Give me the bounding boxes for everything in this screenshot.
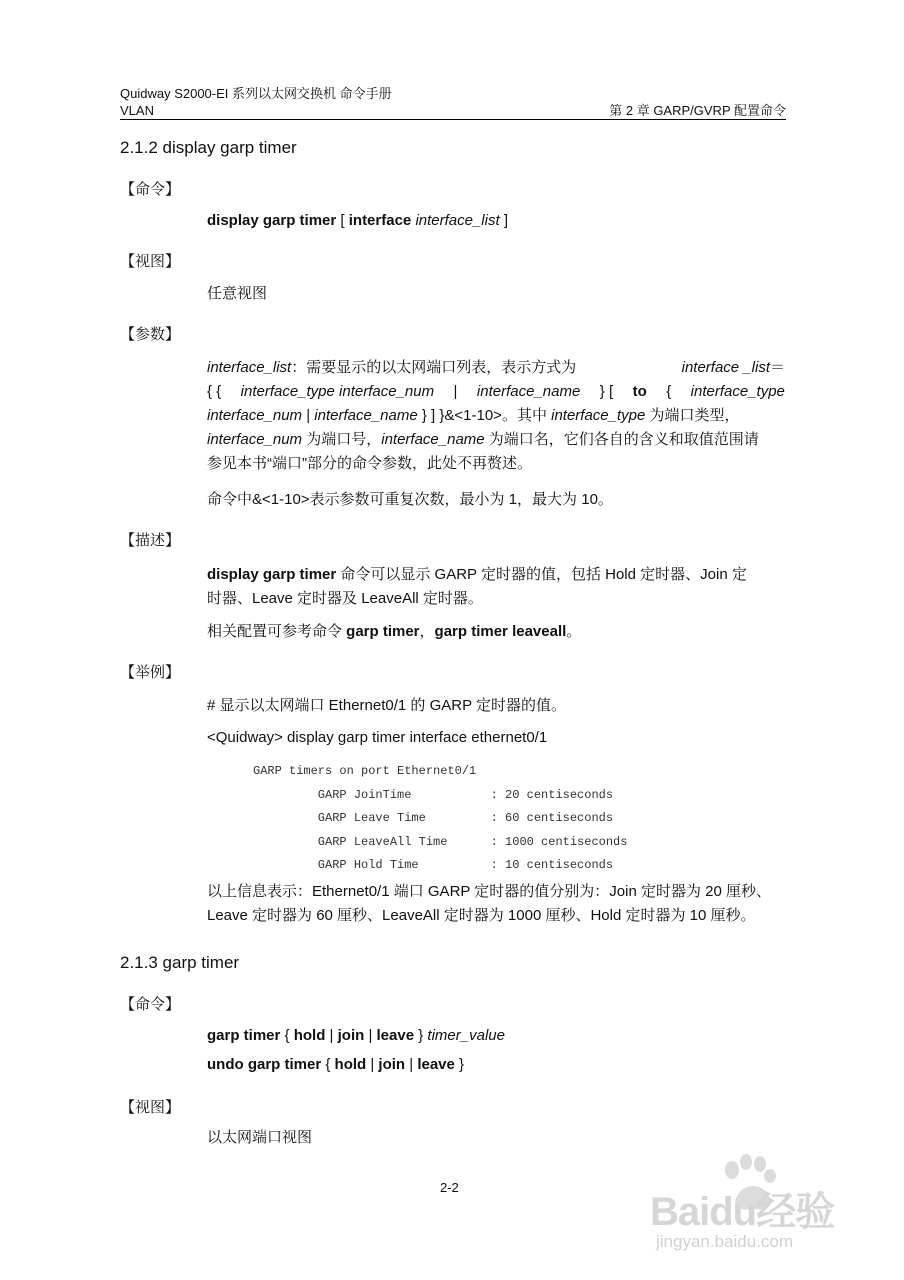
param-iname-2: interface_name	[314, 407, 418, 424]
cmd-brace: {	[280, 1027, 294, 1044]
cmd-join: join	[337, 1027, 365, 1044]
cmd-brace: {	[321, 1056, 335, 1073]
header-rule	[120, 119, 786, 120]
section-title-213: 2.1.3 garp timer	[120, 953, 240, 972]
cmd-keyword: display garp timer	[207, 212, 337, 229]
param-repeat-note: 命令中&<1-10>表示参数可重复次数，最小为 1，最大为 10。	[207, 491, 613, 508]
param-num: interface_num	[207, 407, 303, 424]
command-output	[253, 760, 627, 878]
cmd-bracket: [	[336, 212, 349, 229]
param-num-2: interface_num	[207, 431, 303, 448]
cmd-leave: leave	[376, 1027, 415, 1044]
desc-text: 命令可以显示 GARP 定时器的值，包括 Hold 定时器、Join 定	[336, 566, 747, 583]
param-text-3: 为端口号，	[302, 431, 382, 448]
cmd-bar: |	[366, 1056, 379, 1073]
view-text-213: 以太网端口视图	[207, 1129, 313, 1146]
param-type: interface_type	[690, 383, 785, 400]
output-line: GARP timers on port Ethernet0/1	[253, 764, 477, 778]
param-brace-2: } [	[599, 383, 614, 400]
param-line-2	[207, 380, 785, 404]
related-cmd-1: garp timer	[346, 623, 420, 640]
related-config	[207, 620, 581, 644]
param-type-num: interface_type interface_num	[240, 383, 435, 400]
output-line: GARP Hold Time : 10 centiseconds	[253, 858, 614, 873]
param-paragraph	[207, 356, 785, 476]
cmd-hold: hold	[334, 1056, 367, 1073]
param-text: } ] }&<1-10>。其中	[417, 407, 552, 424]
param-line-3	[207, 404, 785, 428]
related-end: 。	[566, 623, 582, 640]
undo-command-syntax-213	[207, 1053, 464, 1077]
param-format: interface _list	[681, 359, 770, 376]
command-syntax-213	[207, 1024, 505, 1048]
command-syntax	[207, 209, 508, 233]
cmd-keyword: garp timer	[207, 1027, 281, 1044]
param-line-1	[207, 356, 785, 380]
param-iname: interface_name	[476, 383, 581, 400]
param-text-4: 为端口名，它们各自的含义和取值范围请	[484, 431, 759, 448]
param-type-2: interface_type	[551, 407, 646, 424]
example-summary	[207, 880, 787, 928]
watermark-url: jingyan.baidu.com	[656, 1232, 794, 1251]
summary-line-2: Leave 定时器为 60 厘秒、LeaveAll 定时器为 1000 厘秒、Hold 定时器为 10 厘秒。	[207, 907, 756, 924]
param-to: to	[632, 383, 647, 400]
param-name: interface_list	[207, 359, 292, 376]
view-text: 任意视图	[207, 285, 268, 302]
cmd-hold: hold	[293, 1027, 326, 1044]
param-brace-3: {	[666, 383, 672, 400]
description-paragraph	[207, 563, 785, 611]
related-sep: ，	[419, 623, 435, 640]
related-cmd-2: garp timer leaveall	[434, 623, 567, 640]
cmd-join: join	[378, 1056, 406, 1073]
summary-line-1: 以上信息表示：Ethernet0/1 端口 GARP 定时器的值分别为：Join 定时器为 20 厘秒、	[207, 883, 772, 900]
param-bar: |	[453, 383, 458, 400]
header-title: Quidway S2000-EI 系列以太网交换机 命令手册	[120, 86, 392, 101]
label-example: 【举例】	[120, 664, 181, 681]
undo-keyword: undo garp timer	[207, 1056, 322, 1073]
output-line: GARP LeaveAll Time : 1000 centiseconds	[253, 834, 628, 849]
cmd-keyword-interface: interface	[348, 212, 412, 229]
label-description: 【描述】	[120, 532, 181, 549]
output-line: GARP JoinTime : 20 centiseconds	[253, 787, 614, 802]
example-comment: # 显示以太网端口 Ethernet0/1 的 GARP 定时器的值。	[207, 697, 566, 714]
label-view-213: 【视图】	[120, 1099, 181, 1116]
param-eq: ＝	[769, 359, 785, 376]
label-parameters: 【参数】	[120, 326, 181, 343]
param-desc: ：需要显示的以太网端口列表，表示方式为	[291, 359, 577, 376]
param-text-2: 为端口类型，	[645, 407, 740, 424]
cmd-brace-close: }	[414, 1027, 428, 1044]
param-line-5: 参见本书“端口”部分的命令参数，此处不再赘述。	[207, 455, 532, 472]
label-command-213: 【命令】	[120, 996, 181, 1013]
cmd-arg: timer_value	[427, 1027, 505, 1044]
baidu-watermark	[650, 1150, 865, 1260]
header-chapter: 第 2 章 GARP/GVRP 配置命令	[609, 103, 786, 118]
cmd-brace-close: }	[454, 1056, 465, 1073]
desc-command: display garp timer	[207, 566, 337, 583]
desc-text-2: 时器、Leave 定时器及 LeaveAll 定时器。	[207, 590, 483, 607]
example-command: <Quidway> display garp timer interface ethernet0/1	[207, 729, 548, 746]
param-line-4	[207, 428, 785, 452]
param-bar-2: |	[302, 407, 315, 424]
cmd-bracket-close: ]	[499, 212, 508, 229]
output-line: GARP Leave Time : 60 centiseconds	[253, 811, 614, 826]
param-brace: { {	[207, 383, 222, 400]
label-command: 【命令】	[120, 181, 181, 198]
cmd-arg: interface_list	[415, 212, 500, 229]
cmd-bar: |	[405, 1056, 418, 1073]
label-view: 【视图】	[120, 253, 181, 270]
page-number: 2-2	[440, 1180, 459, 1195]
related-label: 相关配置可参考命令	[207, 623, 347, 640]
cmd-bar: |	[364, 1027, 377, 1044]
header-section: VLAN	[120, 103, 154, 118]
cmd-leave: leave	[417, 1056, 455, 1073]
section-title-212: 2.1.2 display garp timer	[120, 138, 297, 157]
cmd-bar: |	[325, 1027, 338, 1044]
watermark-logo: Baidu经验	[650, 1190, 835, 1234]
param-iname-3: interface_name	[381, 431, 485, 448]
